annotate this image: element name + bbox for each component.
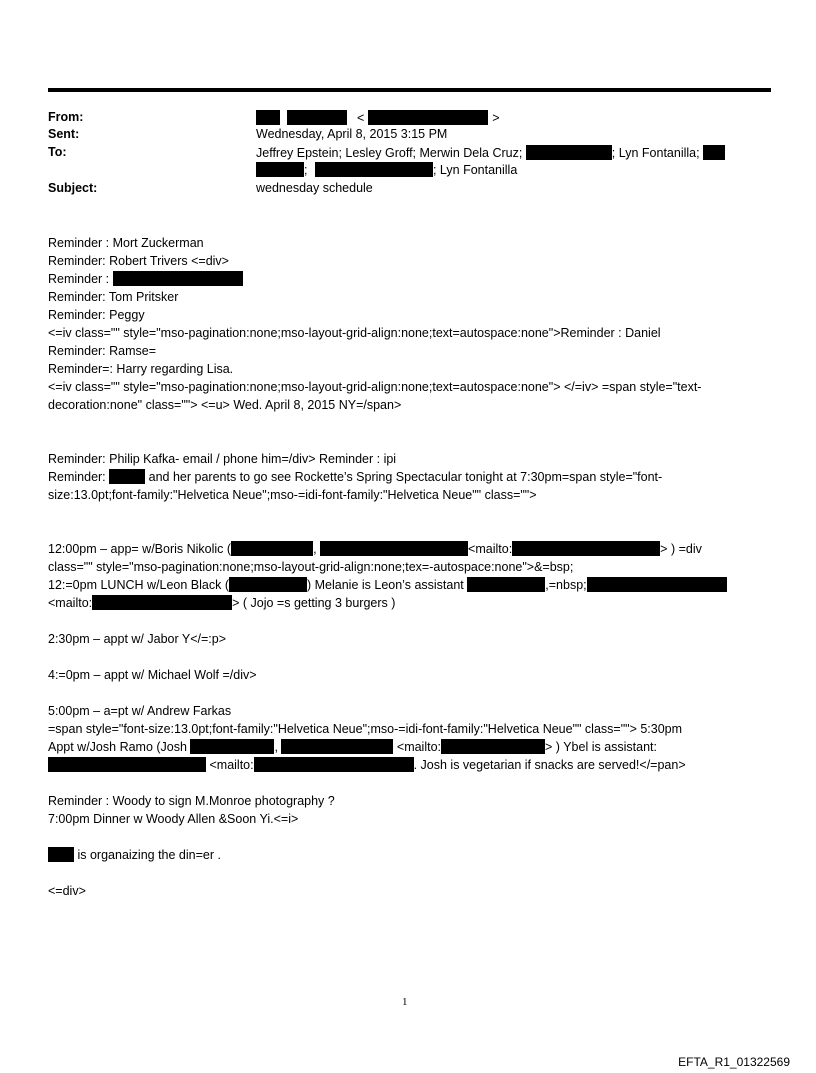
body-line: Reminder: Tom Pritsker	[48, 290, 179, 304]
redaction	[512, 541, 660, 556]
body-line: 4:=0pm – appt w/ Michael Wolf =/div>	[48, 668, 257, 682]
body-line: <mailto: . Josh is vegetarian if snacks are served!</=pan>	[48, 757, 686, 774]
redaction	[256, 110, 280, 125]
body-line: size:13.0pt;font-family:"Helvetica Neue";mso-=idi-font-family:"Helvetica Neue"" class="">	[48, 488, 537, 502]
document-id: EFTA_R1_01322569	[678, 1055, 790, 1069]
body-line: 7:00pm Dinner w Woody Allen &Soon Yi.<=i>	[48, 812, 299, 826]
body-line: 2:30pm – appt w/ Jabor Y</=:p>	[48, 632, 227, 646]
body-line: <=div>	[48, 884, 86, 898]
redaction	[287, 110, 347, 125]
redaction	[441, 739, 545, 754]
sent-value: Wednesday, April 8, 2015 3:15 PM	[256, 127, 448, 141]
redaction	[281, 739, 393, 754]
redaction	[320, 541, 468, 556]
body-line: Reminder: Robert Trivers <=div>	[48, 254, 229, 268]
body-line: Reminder=: Harry regarding Lisa.	[48, 362, 234, 376]
redaction	[231, 541, 313, 556]
redaction	[526, 145, 612, 160]
body-line: Appt w/Josh Ramo (Josh , <mailto: > ) Ybel is assistant:	[48, 740, 657, 754]
body-line: Reminder : Mort Zuckerman	[48, 236, 204, 250]
redaction	[254, 757, 414, 772]
body-line: 12:=0pm LUNCH w/Leon Black ( ) Melanie is Leon’s assistant ,=nbsp;	[48, 577, 727, 594]
body-line: decoration:none" class=""> <=u> Wed. April 8, 2015 NY=/span>	[48, 398, 402, 412]
redaction	[368, 110, 488, 125]
redaction	[109, 469, 145, 484]
redaction	[92, 595, 232, 610]
redaction	[190, 739, 274, 754]
redaction	[48, 847, 74, 862]
redaction	[703, 145, 725, 160]
page-number: 1	[402, 996, 408, 1008]
from-value: < >	[256, 110, 500, 126]
body-line: Reminder :	[48, 271, 243, 288]
body-line: class="" style="mso-pagination:none;mso-layout-grid-align:none;tex=-autospace:none">&=bsp;	[48, 560, 574, 574]
to-value-line1: Jeffrey Epstein; Lesley Groff; Merwin Dela Cruz; ; Lyn Fontanilla;	[256, 145, 725, 161]
from-label: From:	[48, 110, 84, 124]
body-line: =span style="font-size:13.0pt;font-family:"Helvetica Neue";mso-=idi-font-family:"Helvetica Neue"" class=""> 5:30pm	[48, 722, 683, 736]
redaction	[48, 757, 206, 772]
redaction	[315, 162, 433, 177]
header-rule	[48, 88, 771, 92]
body-line: 12:00pm – app= w/Boris Nikolic ( , <mailto: > ) =div	[48, 542, 702, 556]
body-line: Reminder: Peggy	[48, 308, 145, 322]
body-line: Reminder: Philip Kafka- email / phone him=/div> Reminder : ipi	[48, 452, 397, 466]
body-line: <mailto: > ( Jojo =s getting 3 burgers )	[48, 596, 396, 610]
sent-label: Sent:	[48, 127, 80, 141]
to-value-line2: ; ; Lyn Fontanilla	[256, 162, 517, 178]
redaction	[256, 162, 304, 177]
body-line: 5:00pm – a=pt w/ Andrew Farkas	[48, 704, 232, 718]
redaction	[229, 577, 307, 592]
body-line: <=iv class="" style="mso-pagination:none;mso-layout-grid-align:none;text=autospace:none"> </=iv> =span style="text-	[48, 380, 702, 394]
to-label: To:	[48, 145, 67, 159]
body-line: is organaizing the din=er .	[48, 847, 221, 864]
subject-value: wednesday schedule	[256, 181, 373, 195]
body-line: Reminder: Ramse=	[48, 344, 157, 358]
body-line: Reminder: and her parents to go see Rockette’s Spring Spectacular tonight at 7:30pm=span style="font-	[48, 470, 663, 484]
body-line: <=iv class="" style="mso-pagination:none;mso-layout-grid-align:none;text=autospace:none">Reminder : Daniel	[48, 326, 661, 340]
redaction	[113, 271, 243, 286]
subject-label: Subject:	[48, 181, 98, 195]
redaction	[587, 577, 727, 592]
redaction	[467, 577, 545, 592]
body-line: Reminder : Woody to sign M.Monroe photography ?	[48, 794, 335, 808]
